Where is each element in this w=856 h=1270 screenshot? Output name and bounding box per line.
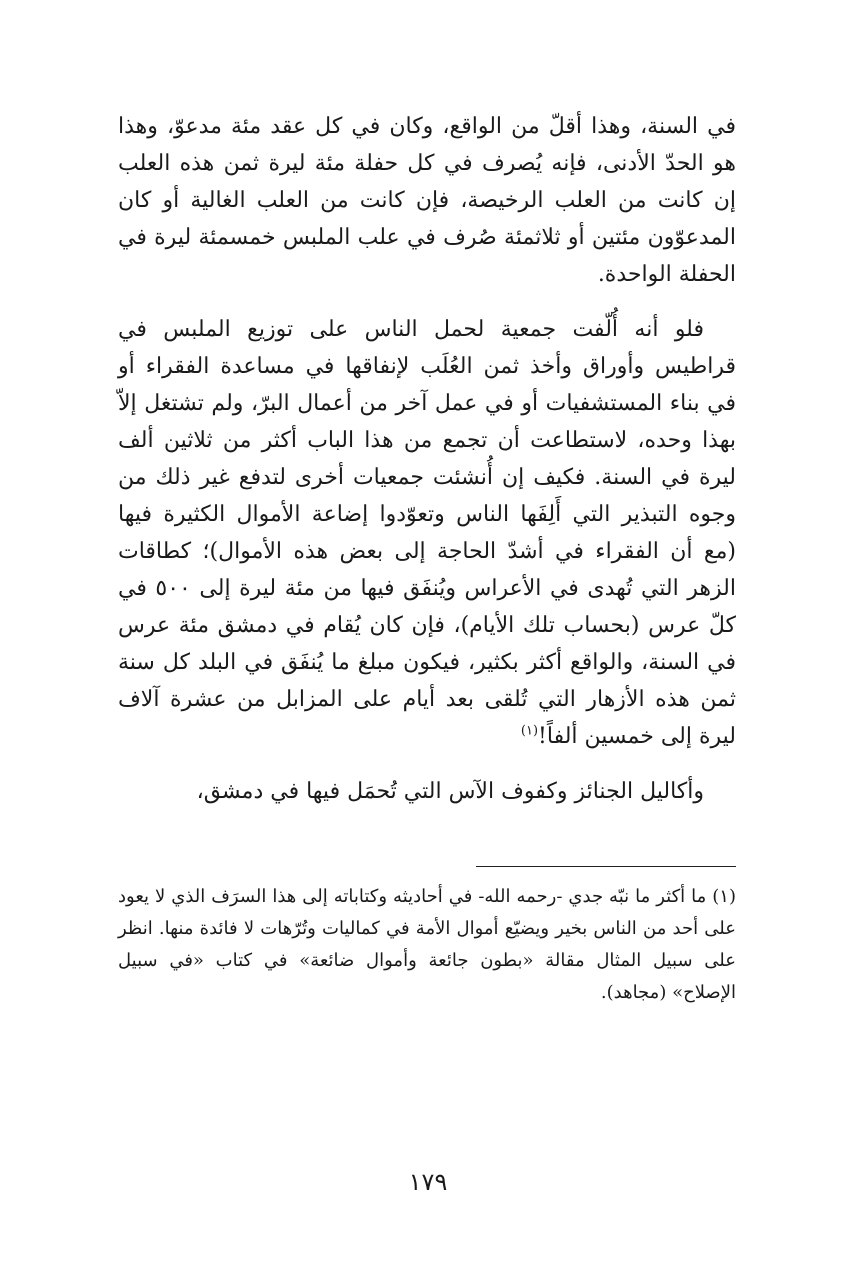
paragraph	[118, 108, 736, 293]
paragraph	[118, 311, 736, 755]
paragraph-text: فلو أنه أُلّفت جمعية لحمل الناس على توزيع الملبس في قراطيس وأوراق وأخذ ثمن العُلَب لإنفاقها في مساعدة الفقراء أو في بناء المستشفيات أو في عمل آخر من أعمال البرّ، ولم تشتغل إلاّ بهذا وحده، لاستطاعت أن تجمع من هذا الباب أكثر من ثلاثين ألف ليرة في السنة. فكيف إن أُنشئت جمعيات أخرى لتدفع غير ذلك من وجوه التبذير التي أَلِفَها الناس وتعوّدوا إضاعة الأموال الكثيرة فيها (مع أن الفقراء في أشدّ الحاجة إلى بعض هذه الأموال)؛ كطاقات الزهر التي تُهدى في الأعراس ويُنفَق فيها من مئة ليرة إلى ٥٠٠ في كلّ عرس (بحساب تلك الأيام)، فإن كان يُقام في دمشق مئة عرس في السنة، والواقع أكثر بكثير، فيكون مبلغ ما يُنفَق في البلد كل سنة ثمن هذه الأزهار التي تُلقى بعد أيام على المزابل من عشرة آلاف ليرة إلى خمسين ألفاً!	[118, 317, 736, 749]
paragraph-text: وأكاليل الجنائز وكفوف الآس التي تُحمَل فيها في دمشق،	[196, 779, 704, 804]
paragraph	[118, 773, 736, 810]
footnote-separator	[476, 866, 736, 867]
footnote	[118, 881, 736, 1009]
page-number: ١٧٩	[408, 1168, 448, 1196]
footnote-reference[interactable]: (١)	[520, 723, 539, 739]
footnote-text: ما أكثر ما نبّه جدي -رحمه الله- في أحاديثه وكتاباته إلى هذا السرَف الذي لا يعود على أحد من الناس بخير ويضيّع أموال الأمة في كماليات وتُرّهات لا فائدة منها. انظر على سبيل المثال مقالة «بطون جائعة وأموال ضائعة» في كتاب «في سبيل الإصلاح» (مجاهد).	[118, 886, 736, 1003]
footnote-marker: (١)	[712, 886, 736, 907]
page-body	[118, 108, 736, 1009]
paragraph-text: في السنة، وهذا أقلّ من الواقع، وكان في كل عقد مئة مدعوّ، وهذا هو الحدّ الأدنى، فإنه يُصرف في كل حفلة مئة ليرة ثمن هذه العلب إن كانت من العلب الرخيصة، فإن كانت من العلب الغالية أو كان المدعوّون مئتين أو ثلاثمئة صُرف في علب الملبس خمسمئة ليرة في الحفلة الواحدة.	[118, 114, 736, 287]
